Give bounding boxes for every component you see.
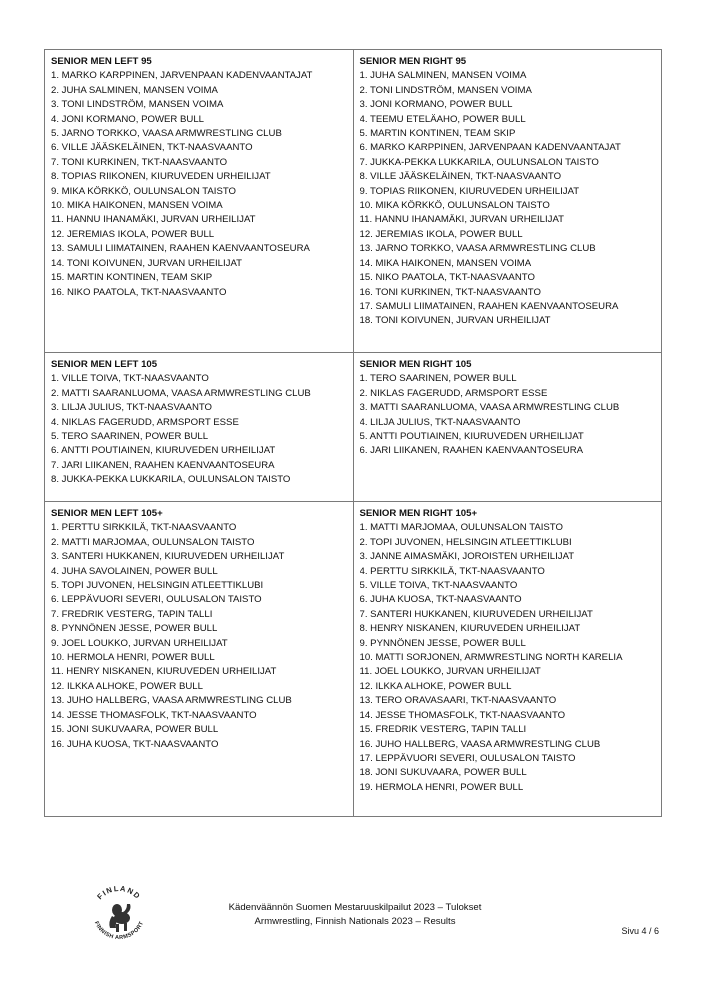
section-title: SENIOR MEN RIGHT 105	[359, 359, 472, 370]
section-title: SENIOR MEN LEFT 105	[51, 359, 158, 370]
result-entry: 1. MARKO KARPPINEN, JARVENPAAN KADENVAANTAJAT	[51, 70, 313, 82]
result-entry: 12. ILKKA ALHOKE, POWER BULL	[51, 680, 203, 692]
result-entry: 1. JUHA SALMINEN, MANSEN VOIMA	[359, 70, 527, 82]
entry-list	[360, 69, 656, 328]
result-entry: 9. JOEL LOUKKO, JURVAN URHEILIJAT	[51, 637, 228, 649]
result-entry: 5. MARTIN KONTINEN, TEAM SKIP	[359, 128, 516, 140]
result-entry: 16. JUHO HALLBERG, VAASA ARMWRESTLING CLUB	[359, 738, 601, 750]
results-row	[45, 502, 662, 817]
result-entry: 2. MATTI MARJOMAA, OULUNSALON TAISTO	[51, 536, 255, 548]
armwrestling-figure-icon	[109, 904, 130, 932]
result-entry: 9. PYNNÖNEN JESSE, POWER BULL	[359, 637, 526, 649]
result-entry: 7. JARI LIIKANEN, RAAHEN KAENVAANTOSEURA	[51, 459, 275, 471]
results-table	[44, 49, 662, 817]
result-entry: 14. JESSE THOMASFOLK, TKT-NAASVAANTO	[51, 709, 257, 721]
result-entry: 6. VILLE JÄÄSKELÄINEN, TKT-NAASVAANTO	[51, 142, 253, 154]
section-title: SENIOR MEN LEFT 105+	[51, 508, 163, 519]
section-senior-men-right-105	[353, 353, 662, 502]
result-entry: 2. NIKLAS FAGERUDD, ARMSPORT ESSE	[359, 387, 548, 399]
results-row	[45, 50, 662, 353]
result-entry: 19. HERMOLA HENRI, POWER BULL	[359, 781, 524, 793]
entry-list	[360, 372, 656, 458]
result-entry: 3. JANNE AIMASMÄKI, JOROISTEN URHEILIJAT	[359, 551, 575, 563]
result-entry: 6. LEPPÄVUORI SEVERI, OULUSALON TAISTO	[51, 594, 262, 606]
result-entry: 6. JUHA KUOSA, TKT-NAASVAANTO	[359, 594, 522, 606]
result-entry: 4. JUHA SAVOLAINEN, POWER BULL	[51, 565, 218, 577]
result-entry: 12. ILKKA ALHOKE, POWER BULL	[359, 680, 512, 692]
footer-line-finnish: Kädenväännön Suomen Mestaruuskilpailut 2023 – Tulokset	[228, 902, 482, 913]
logo-text-top: FINLAND	[95, 883, 143, 902]
result-entry: 10. MIKA KÖRKKÖ, OULUNSALON TAISTO	[359, 200, 550, 212]
result-entry: 1. MATTI MARJOMAA, OULUNSALON TAISTO	[359, 522, 563, 534]
entry-list	[51, 521, 347, 752]
result-entry: 11. HANNU IHANAMÄKI, JURVAN URHEILIJAT	[359, 214, 565, 226]
section-title: SENIOR MEN RIGHT 105+	[359, 508, 478, 519]
section-title: SENIOR MEN RIGHT 95	[359, 56, 467, 67]
result-entry: 5. VILLE TOIVA, TKT-NAASVAANTO	[359, 580, 518, 592]
section-senior-men-left-105-plus	[45, 502, 354, 817]
svg-text:FINLAND	[95, 884, 142, 901]
entry-list	[360, 521, 656, 795]
result-entry: 13. TERO ORAVASAARI, TKT-NAASVAANTO	[359, 695, 557, 707]
footer-caption	[150, 901, 560, 929]
result-entry: 4. NIKLAS FAGERUDD, ARMSPORT ESSE	[51, 416, 239, 428]
result-entry: 3. JONI KORMANO, POWER BULL	[359, 99, 513, 111]
logo-text-bottom: FINNISH ARMSPORT	[92, 920, 146, 942]
footer-line-english: Armwrestling, Finnish Nationals 2023 – Results	[254, 916, 456, 927]
result-entry: 10. MATTI SORJONEN, ARMWRESTLING NORTH KARELIA	[359, 652, 623, 664]
result-entry: 8. PYNNÖNEN JESSE, POWER BULL	[51, 623, 218, 635]
result-entry: 8. TOPIAS RIIKONEN, KIURUVEDEN URHEILIJAT	[51, 171, 271, 183]
result-entry: 7. TONI KURKINEN, TKT-NAASVAANTO	[51, 156, 228, 168]
section-senior-men-left-95	[45, 50, 354, 353]
result-entry: 5. JARNO TORKKO, VAASA ARMWRESTLING CLUB	[51, 128, 282, 140]
result-entry: 8. VILLE JÄÄSKELÄINEN, TKT-NAASVAANTO	[359, 171, 562, 183]
result-entry: 11. HENRY NISKANEN, KIURUVEDEN URHEILIJAT	[51, 666, 277, 678]
result-entry: 15. MARTIN KONTINEN, TEAM SKIP	[51, 272, 213, 284]
result-entry: 16. JUHA KUOSA, TKT-NAASVAANTO	[51, 738, 219, 750]
result-entry: 17. LEPPÄVUORI SEVERI, OULUSALON TAISTO	[359, 752, 576, 764]
result-entry: 6. JARI LIIKANEN, RAAHEN KAENVAANTOSEURA	[359, 445, 584, 457]
result-entry: 3. MATTI SAARANLUOMA, VAASA ARMWRESTLING CLUB	[359, 402, 620, 414]
result-entry: 4. TEEMU ETELÄAHO, POWER BULL	[359, 113, 526, 125]
result-entry: 12. JEREMIAS IKOLA, POWER BULL	[359, 228, 523, 240]
result-entry: 18. JONI SUKUVAARA, POWER BULL	[359, 767, 527, 779]
section-senior-men-left-105	[45, 353, 354, 502]
result-entry: 1. VILLE TOIVA, TKT-NAASVAANTO	[51, 373, 209, 385]
results-row	[45, 353, 662, 502]
result-entry: 3. LILJA JULIUS, TKT-NAASVAANTO	[51, 402, 213, 414]
entry-list	[51, 372, 347, 487]
result-entry: 2. TOPI JUVONEN, HELSINGIN ATLEETTIKLUBI	[359, 536, 572, 548]
result-entry: 4. JONI KORMANO, POWER BULL	[51, 113, 204, 125]
result-entry: 5. TOPI JUVONEN, HELSINGIN ATLEETTIKLUBI	[51, 580, 264, 592]
result-entry: 15. FREDRIK VESTERG, TAPIN TALLI	[359, 724, 527, 736]
result-entry: 1. TERO SAARINEN, POWER BULL	[359, 373, 517, 385]
result-entry: 4. LILJA JULIUS, TKT-NAASVAANTO	[359, 416, 521, 428]
result-entry: 1. PERTTU SIRKKILÄ, TKT-NAASVAANTO	[51, 522, 237, 534]
result-entry: 14. MIKA HAIKONEN, MANSEN VOIMA	[359, 257, 532, 269]
finnish-armsport-logo	[86, 880, 152, 946]
result-entry: 15. NIKO PAATOLA, TKT-NAASVAANTO	[359, 272, 535, 284]
section-title: SENIOR MEN LEFT 95	[51, 56, 152, 67]
result-entry: 16. TONI KURKINEN, TKT-NAASVAANTO	[359, 286, 541, 298]
result-entry: 9. TOPIAS RIIKONEN, KIURUVEDEN URHEILIJAT	[359, 185, 580, 197]
result-entry: 5. TERO SAARINEN, POWER BULL	[51, 431, 209, 443]
result-entry: 8. HENRY NISKANEN, KIURUVEDEN URHEILIJAT	[359, 623, 581, 635]
result-entry: 5. ANTTI POUTIAINEN, KIURUVEDEN URHEILIJAT	[359, 431, 584, 443]
result-entry: 2. JUHA SALMINEN, MANSEN VOIMA	[51, 84, 218, 96]
result-entry: 14. JESSE THOMASFOLK, TKT-NAASVAANTO	[359, 709, 566, 721]
section-senior-men-right-95	[353, 50, 662, 353]
result-entry: 14. TONI KOIVUNEN, JURVAN URHEILIJAT	[51, 257, 243, 269]
result-entry: 10. HERMOLA HENRI, POWER BULL	[51, 652, 215, 664]
result-entry: 11. HANNU IHANAMÄKI, JURVAN URHEILIJAT	[51, 214, 256, 226]
result-entry: 6. MARKO KARPPINEN, JARVENPAAN KADENVAANTAJAT	[359, 142, 621, 154]
result-entry: 8. JUKKA-PEKKA LUKKARILA, OULUNSALON TAISTO	[51, 474, 291, 486]
result-entry: 2. MATTI SAARANLUOMA, VAASA ARMWRESTLING CLUB	[51, 387, 311, 399]
result-entry: 18. TONI KOIVUNEN, JURVAN URHEILIJAT	[359, 315, 551, 327]
page-number: Sivu 4 / 6	[621, 926, 659, 936]
result-entry: 17. SAMULI LIIMATAINEN, RAAHEN KAENVAANTOSEURA	[359, 300, 619, 312]
entry-list	[51, 69, 347, 300]
result-entry: 6. ANTTI POUTIAINEN, KIURUVEDEN URHEILIJAT	[51, 445, 276, 457]
result-entry: 15. JONI SUKUVAARA, POWER BULL	[51, 724, 219, 736]
result-entry: 11. JOEL LOUKKO, JURVAN URHEILIJAT	[359, 666, 541, 678]
result-entry: 10. MIKA HAIKONEN, MANSEN VOIMA	[51, 200, 223, 212]
result-entry: 3. TONI LINDSTRÖM, MANSEN VOIMA	[51, 99, 224, 111]
section-senior-men-right-105-plus	[353, 502, 662, 817]
result-entry: 12. JEREMIAS IKOLA, POWER BULL	[51, 228, 215, 240]
result-entry: 9. MIKA KÖRKKÖ, OULUNSALON TAISTO	[51, 185, 236, 197]
result-entry: 2. TONI LINDSTRÖM, MANSEN VOIMA	[359, 84, 532, 96]
result-entry: 13. SAMULI LIIMATAINEN, RAAHEN KAENVAANTOSEURA	[51, 243, 310, 255]
result-entry: 7. FREDRIK VESTERG, TAPIN TALLI	[51, 608, 213, 620]
result-entry: 13. JUHO HALLBERG, VAASA ARMWRESTLING CLUB	[51, 695, 292, 707]
result-entry: 4. PERTTU SIRKKILÄ, TKT-NAASVAANTO	[359, 565, 545, 577]
result-entry: 3. SANTERI HUKKANEN, KIURUVEDEN URHEILIJAT	[51, 551, 285, 563]
result-entry: 7. SANTERI HUKKANEN, KIURUVEDEN URHEILIJAT	[359, 608, 593, 620]
result-entry: 13. JARNO TORKKO, VAASA ARMWRESTLING CLUB	[359, 243, 596, 255]
result-entry: 16. NIKO PAATOLA, TKT-NAASVAANTO	[51, 286, 227, 298]
result-entry: 7. JUKKA-PEKKA LUKKARILA, OULUNSALON TAISTO	[359, 156, 599, 168]
